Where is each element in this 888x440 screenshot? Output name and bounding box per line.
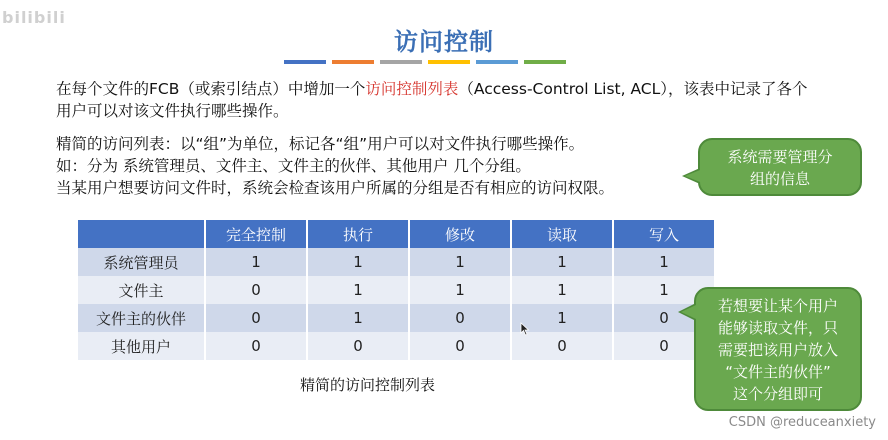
table-cell: 1 [613, 248, 715, 276]
table-cell: 0 [205, 276, 307, 304]
table-cell: 其他用户 [78, 332, 205, 360]
table-cell: 1 [511, 276, 613, 304]
table-cell: 1 [511, 304, 613, 332]
bilibili-watermark: bilibili [2, 8, 66, 27]
table-cell: 系统管理员 [78, 248, 205, 276]
table-cell: 0 [307, 332, 409, 360]
table-header-full-control: 完全控制 [205, 220, 307, 248]
table-header-read: 读取 [511, 220, 613, 248]
table-header-modify: 修改 [409, 220, 511, 248]
accent-bar-4 [428, 60, 470, 64]
acl-table [78, 220, 716, 360]
table-header-write: 写入 [613, 220, 715, 248]
group-acl-line-2: 如：分为 系统管理员、文件主、文件主的伙伴、其他用户 几个分组。 [56, 157, 531, 175]
table-cell: 1 [409, 248, 511, 276]
callout2-line-3: 需要把该用户放入 [717, 341, 838, 359]
table-cell: 1 [409, 276, 511, 304]
callout1-line-2: 组的信息 [749, 170, 810, 188]
accent-bar-5 [476, 60, 518, 64]
table-cell: 1 [613, 276, 715, 304]
csdn-watermark: CSDN @reduceanxiety [728, 415, 876, 430]
accent-bar-1 [284, 60, 326, 64]
table-row-owner [78, 276, 715, 304]
callout-group-management [698, 138, 862, 196]
callout2-line-5: 这个分组即可 [732, 385, 823, 403]
table-header-corner [78, 220, 205, 248]
mouse-cursor-icon [520, 322, 530, 336]
accent-bar-3 [380, 60, 422, 64]
table-cell: 1 [307, 304, 409, 332]
title-accent-bars [284, 60, 566, 64]
table-cell: 0 [511, 332, 613, 360]
accent-bar-6 [524, 60, 566, 64]
callout1-line-1: 系统需要管理分 [727, 148, 833, 166]
table-row-others [78, 332, 715, 360]
acl-highlight-term: 访问控制列表 [365, 80, 459, 98]
slide-title: 访问控制 [394, 28, 494, 56]
table-row-admin [78, 248, 715, 276]
intro-text-before: 在每个文件的FCB（或索引结点）中增加一个 [56, 80, 366, 98]
callout2-line-1: 若想要让某个用户 [717, 297, 838, 315]
accent-bar-2 [332, 60, 374, 64]
acl-intro-paragraph [56, 78, 816, 122]
table-cell: 0 [613, 332, 715, 360]
table-cell: 0 [205, 332, 307, 360]
table-header-execute: 执行 [307, 220, 409, 248]
table-row-owner-partner [78, 304, 715, 332]
table-cell: 0 [205, 304, 307, 332]
table-cell: 文件主的伙伴 [78, 304, 205, 332]
table-cell: 1 [307, 248, 409, 276]
table-cell: 1 [511, 248, 613, 276]
group-acl-paragraph [56, 133, 706, 199]
table-header-row [78, 220, 715, 248]
callout-partner-group [694, 287, 862, 411]
table-cell: 1 [205, 248, 307, 276]
group-acl-line-1: 精简的访问列表：以“组”为单位，标记各“组”用户可以对文件执行哪些操作。 [56, 135, 585, 153]
callout2-line-4: “文件主的伙伴” [725, 363, 831, 381]
table-caption: 精简的访问控制列表 [300, 376, 436, 394]
intro-text-after: （Access-Control List, ACL），该表中记录了各个用户可以对该文件执行哪些操作。 [56, 80, 808, 120]
table-cell: 0 [409, 304, 511, 332]
table-cell: 0 [613, 304, 715, 332]
table-cell: 0 [409, 332, 511, 360]
group-acl-line-3: 当某用户想要访问文件时，系统会检查该用户所属的分组是否有相应的访问权限。 [56, 179, 615, 197]
table-cell: 文件主 [78, 276, 205, 304]
callout2-line-2: 能够读取文件，只 [717, 319, 838, 337]
table-cell: 1 [307, 276, 409, 304]
